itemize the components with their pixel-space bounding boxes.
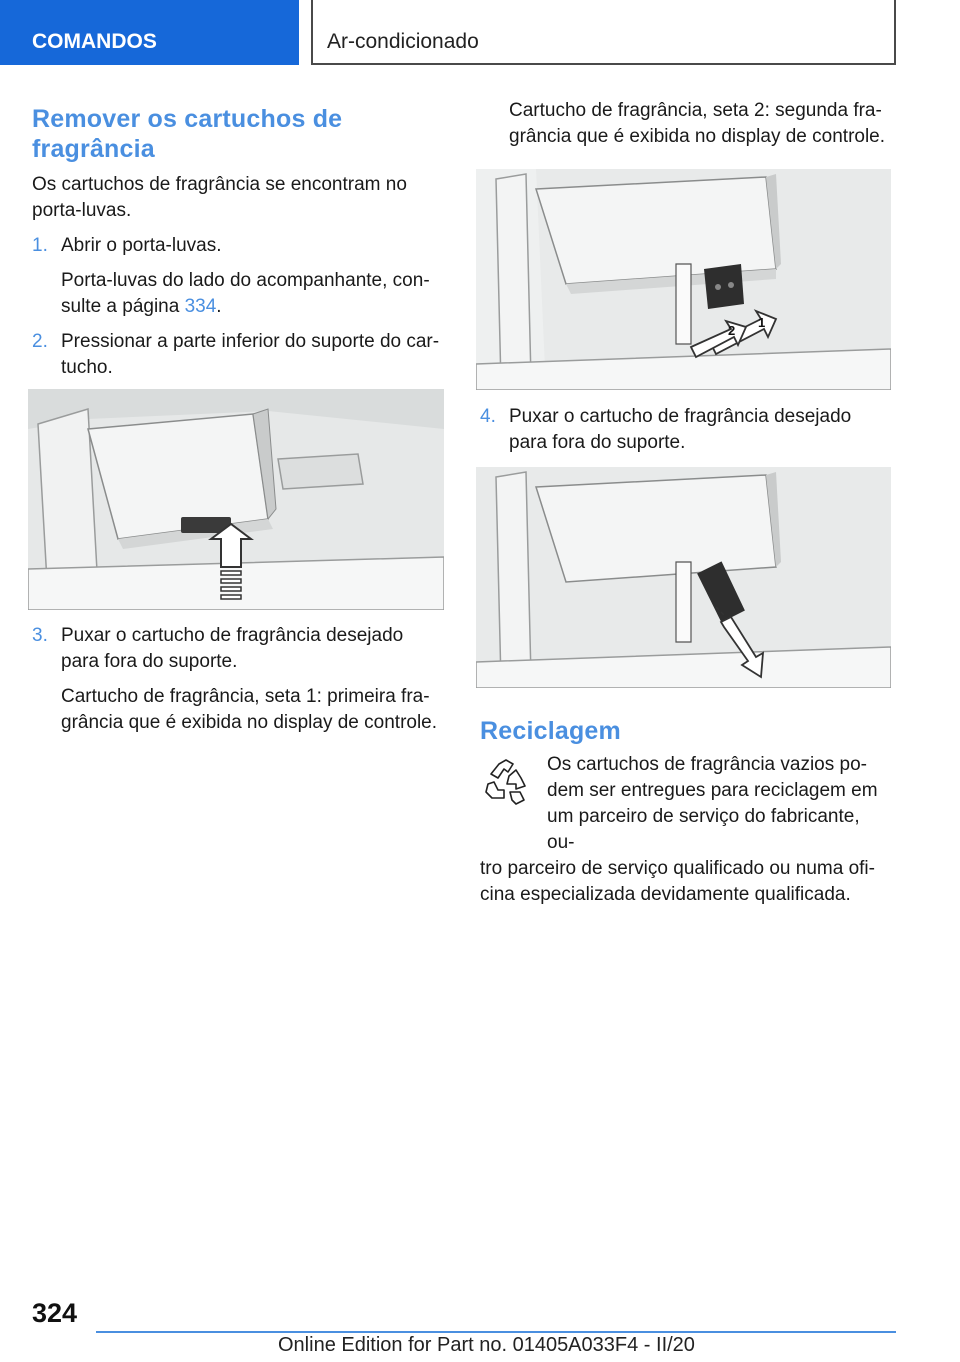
step-text: Puxar o cartucho de fragrância desejado para fora do suporte.	[61, 625, 404, 672]
figure-press-holder	[28, 389, 444, 610]
step-number: 3.	[32, 625, 48, 646]
figure-pull-cartridge	[476, 467, 891, 688]
recycle-line-rest: tro parceiro de serviço qualificado ou numa oficina especializada devidamente qualificada.	[480, 858, 875, 905]
figure-cartridge-arrows	[476, 169, 891, 390]
continued-text: Cartucho de fragrância, seta 2: segunda fragrância que é exibida no display de controle.	[509, 100, 886, 147]
step-4	[480, 404, 892, 456]
recycling-section	[480, 716, 892, 908]
recycle-icon	[480, 756, 532, 808]
cartridge-illustration-arrows	[476, 169, 891, 390]
step-1-detail	[32, 268, 444, 320]
step-text: Pressionar a parte inferior do suporte do cartucho.	[61, 331, 440, 378]
section-tab	[0, 0, 299, 65]
recycling-block	[480, 752, 892, 908]
step-text: Abrir o porta-luvas.	[61, 235, 222, 256]
step-1	[32, 233, 444, 259]
page-number: 324	[32, 1298, 78, 1328]
edition-text: Online Edition for Part no. 01405A033F4 - II/20	[278, 1334, 695, 1356]
recycle-line-3: um parceiro de serviço do fabricante, ou-	[547, 806, 860, 853]
right-column-top	[480, 98, 892, 159]
arrow-label-1: 1	[758, 315, 766, 330]
step-detail-text: Porta-luvas do lado do acompanhante, consulte a página	[61, 270, 430, 317]
chapter-title: Ar-condicionado	[327, 30, 479, 53]
glovebox-illustration	[28, 389, 444, 610]
step-number: 4.	[480, 406, 496, 427]
section-heading: Remover os cartuchos de fragrância	[32, 105, 343, 163]
arrow-label-2: 2	[728, 323, 736, 338]
chapter-header	[311, 0, 896, 65]
step-number: 1.	[32, 235, 48, 256]
step-text: Puxar o cartucho de fragrância desejado para fora do suporte.	[509, 406, 852, 453]
cartridge-pull-illustration	[476, 467, 891, 688]
page-reference-link[interactable]: 334	[184, 296, 217, 317]
footer-divider	[96, 1331, 896, 1333]
section-title: COMANDOS	[32, 30, 157, 53]
recycling-heading: Reciclagem	[480, 717, 621, 745]
step-detail-suffix: .	[216, 296, 222, 317]
recycle-line-1: Os cartuchos de fragrância vazios po-	[547, 754, 867, 775]
left-column-continued	[32, 623, 444, 745]
step-3-detail: Cartucho de fragrância, seta 1: primeira fragrância que é exibida no display de controle.	[61, 686, 438, 733]
recycle-line-2: dem ser entregues para reciclagem em	[547, 780, 878, 801]
right-column-step4	[480, 404, 892, 465]
intro-text: Os cartuchos de fragrância se encontram no porta-luvas.	[32, 174, 407, 221]
step-3	[32, 623, 444, 675]
step-number: 2.	[32, 331, 48, 352]
step-2	[32, 329, 444, 381]
left-column	[32, 104, 444, 425]
